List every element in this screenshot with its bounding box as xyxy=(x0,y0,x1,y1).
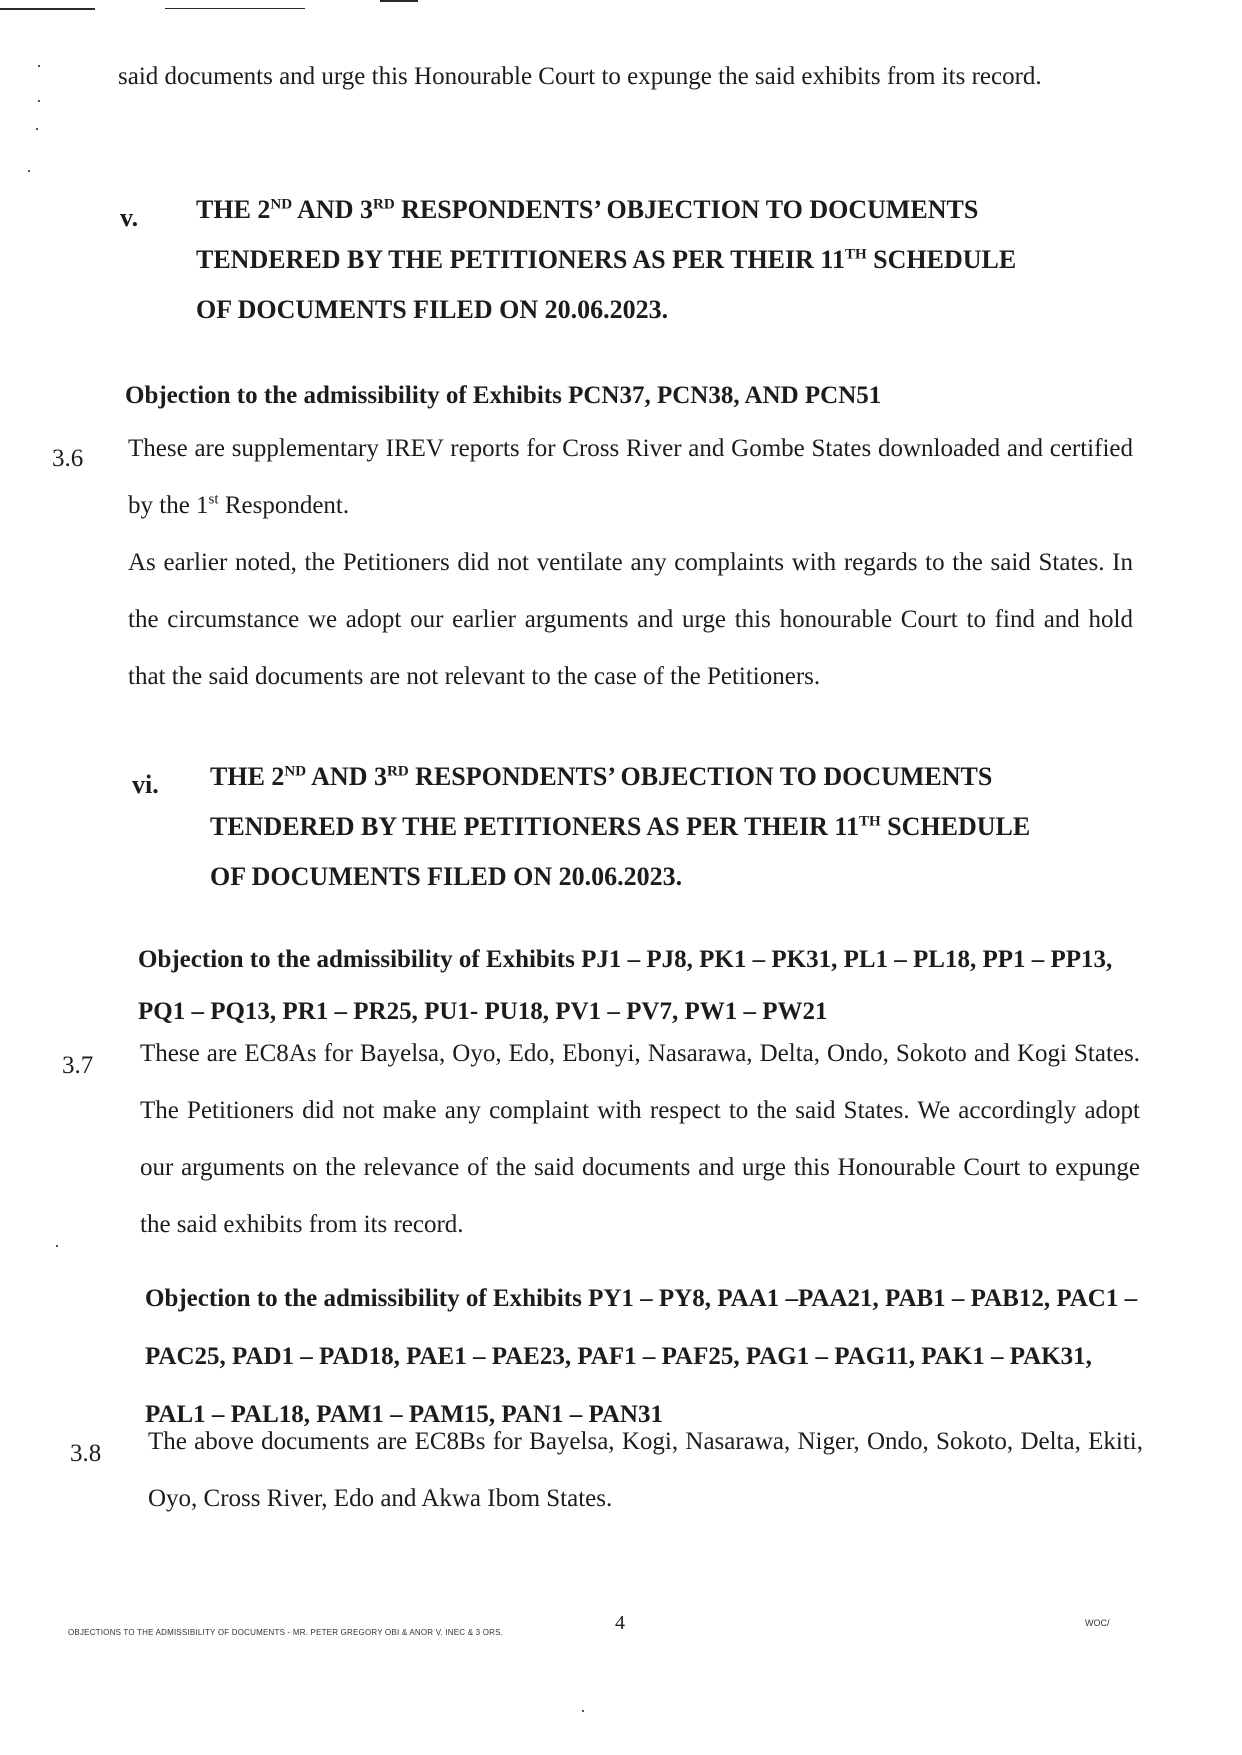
page-number: 4 xyxy=(615,1612,625,1634)
objection-heading-3: Objection to the admissibility of Exhibits PY1 – PY8, PAA1 –PAA21, PAB1 – PAB12, PAC1 – PAC25, PAD1 – PAD18, PAE1 – PAE23, PAF1 – PAF25, PAG1 – PAG11, PAK1 – PAK31, PAL1 – PAL18, PAM1 – PAM15, PAN1 – PAN31 xyxy=(145,1285,1138,1428)
section-vi-line-2: TENDERED BY THE PETITIONERS AS PER THEIR 11TH SCHEDULE xyxy=(210,812,1031,841)
top-continuation-paragraph: said documents and urge this Honourable Court to expunge the said exhibits from its record. xyxy=(118,63,1042,90)
footer-running-title: OBJECTIONS TO THE ADMISSIBILITY OF DOCUMENTS - MR. PETER GREGORY OBI & ANOR V. INEC & 3 ORS. xyxy=(68,1628,504,1637)
section-vi-heading xyxy=(132,752,1145,902)
paragraph-3-8: The above documents are EC8Bs for Bayelsa, Kogi, Nasarawa, Niger, Ondo, Sokoto, Delta, Ekiti, Oyo, Cross River, Edo and Akwa Ibom States. xyxy=(148,1428,1143,1512)
margin-mark xyxy=(36,128,38,130)
margin-mark xyxy=(38,100,40,102)
section-vi-numeral: vi. xyxy=(132,770,159,799)
paragraph-3-7: These are EC8As for Bayelsa, Oyo, Edo, Ebonyi, Nasarawa, Delta, Ondo, Sokoto and Kogi States. The Petitioners did not make any complaint with respect to the said States. We accordingly adopt our arguments on the relevance of the said documents and urge this Honourable Court to expunge the said exhibits from its record. xyxy=(140,1040,1140,1238)
objection-heading-2: Objection to the admissibility of Exhibits PJ1 – PJ8, PK1 – PK31, PL1 – PL18, PP1 – PP13, PQ1 – PQ13, PR1 – PR25, PU1- PU18, PV1 – PV7, PW1 – PW21 xyxy=(138,946,1113,1025)
paragraph-number-3-7: 3.7 xyxy=(62,1052,94,1079)
objection-heading-1: Objection to the admissibility of Exhibits PCN37, PCN38, AND PCN51 xyxy=(125,382,882,409)
paragraph-number-3-8: 3.8 xyxy=(70,1440,102,1467)
section-vi-line-1: THE 2ND AND 3RD RESPONDENTS’ OBJECTION TO DOCUMENTS xyxy=(210,762,993,791)
section-v-numeral: v. xyxy=(120,203,139,232)
section-v-heading xyxy=(120,185,1131,335)
section-v-line-1: THE 2ND AND 3RD RESPONDENTS’ OBJECTION TO DOCUMENTS xyxy=(196,195,979,224)
top-rule-right xyxy=(380,0,418,2)
paragraph-3-6-text-a: These are supplementary IREV reports for Cross River and Gombe States downloaded and certified by the 1st Respondent. xyxy=(128,435,1133,519)
top-rule-left xyxy=(0,8,95,10)
paragraph-3-6 xyxy=(128,420,1133,705)
section-vi-line-3: OF DOCUMENTS FILED ON 20.06.2023. xyxy=(210,862,683,891)
section-v-line-2: TENDERED BY THE PETITIONERS AS PER THEIR 11TH SCHEDULE xyxy=(196,245,1017,274)
margin-mark xyxy=(56,1245,58,1247)
section-v-line-3: OF DOCUMENTS FILED ON 20.06.2023. xyxy=(196,295,669,324)
footer-initials: WOC/ xyxy=(1085,1618,1110,1628)
margin-mark xyxy=(38,65,40,67)
margin-mark xyxy=(28,170,30,172)
bottom-mark xyxy=(582,1710,584,1712)
paragraph-3-6-text-b: As earlier noted, the Petitioners did not ventilate any complaints with regards to the said States. In the circumstance we adopt our earlier arguments and urge this honourable Court to find and hold that the said documents are not relevant to the case of the Petitioners. xyxy=(128,549,1133,690)
top-rule-middle xyxy=(165,8,305,9)
paragraph-number-3-6: 3.6 xyxy=(52,445,84,472)
